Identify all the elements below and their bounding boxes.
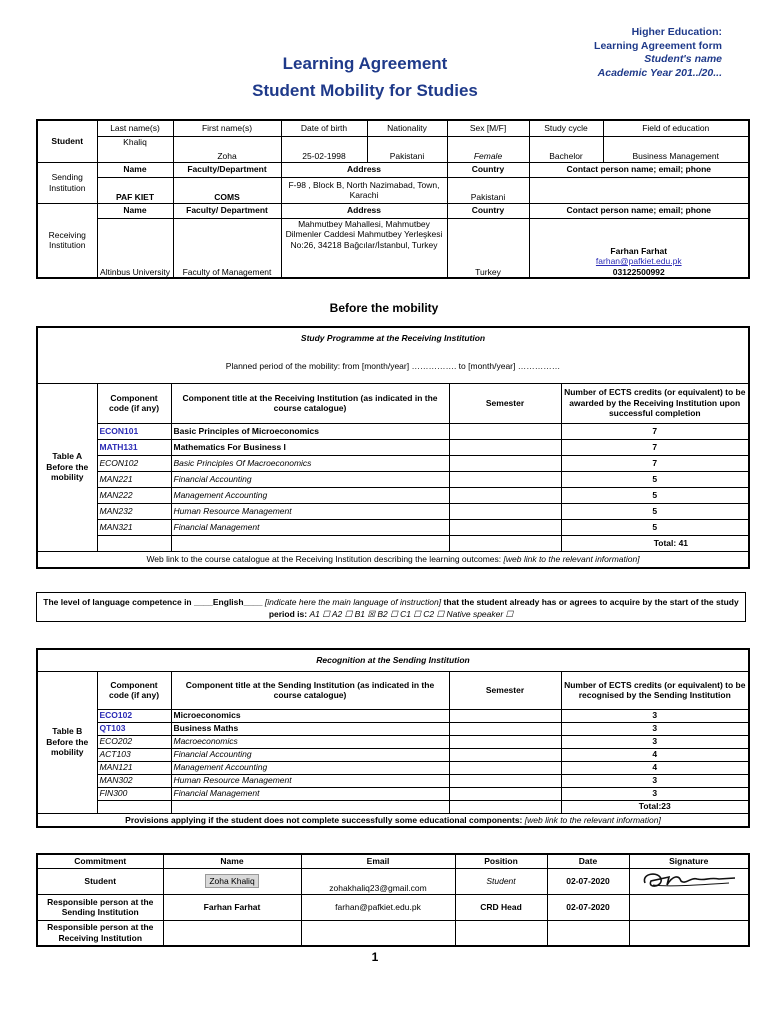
language-competence-box (36, 592, 746, 622)
course-semester (449, 487, 561, 503)
table-a-total: Total: 41 (561, 535, 749, 551)
course-ects: 7 (561, 455, 749, 471)
course-ects: 3 (561, 735, 749, 748)
receiving-col-name: Name (97, 203, 173, 218)
receiving-faculty: Faculty of Management (173, 218, 281, 278)
course-title: Management Accounting (171, 761, 449, 774)
table-row (37, 920, 749, 946)
course-code: ECON102 (97, 455, 171, 471)
table-row (37, 787, 749, 800)
table-b-total: Total:23 (561, 800, 749, 813)
sending-faculty: COMS (173, 177, 281, 203)
col-nationality: Nationality (367, 120, 447, 136)
course-code: MATH131 (97, 439, 171, 455)
course-title: Human Resource Management (171, 774, 449, 787)
course-ects: 3 (561, 787, 749, 800)
document-header (594, 26, 722, 80)
col-dob: Date of birth (281, 120, 367, 136)
receiving-contact (529, 218, 749, 278)
course-semester (449, 774, 561, 787)
table-a-col-code: Component code (if any) (97, 383, 171, 423)
table-b-provisions-label: Provisions applying if the student does not complete successfully some educational components: (125, 814, 523, 825)
table-row (37, 868, 749, 894)
commitment-date: 02-07-2020 (547, 868, 629, 894)
course-title: Financial Management (171, 787, 449, 800)
table-b-provisions (37, 813, 749, 827)
table-a-weblink (37, 551, 749, 568)
commitment-role: Responsible person at the Sending Institution (37, 894, 163, 920)
table-a (36, 326, 750, 569)
course-title: Human Resource Management (171, 503, 449, 519)
sending-col-name: Name (97, 162, 173, 177)
sending-country: Pakistani (447, 177, 529, 203)
commitment-email (301, 920, 455, 946)
course-semester (449, 471, 561, 487)
course-code: MAN222 (97, 487, 171, 503)
course-title: Microeconomics (171, 709, 449, 722)
commitment-position (455, 920, 547, 946)
commitment-table (36, 853, 750, 947)
receiving-contact-phone: 03122500992 (612, 266, 665, 277)
course-semester (449, 455, 561, 471)
commitment-email: farhan@pafkiet.edu.pk (301, 894, 455, 920)
course-ects: 7 (561, 439, 749, 455)
course-semester (449, 709, 561, 722)
table-row (37, 455, 749, 471)
receiving-contact-name: Farhan Farhat (610, 245, 668, 256)
commitment-date: 02-07-2020 (547, 894, 629, 920)
student-cycle: Bachelor (529, 136, 603, 162)
table-b-caption: Recognition at the Sending Institution (37, 649, 749, 671)
table-a-col-semester: Semester (449, 383, 561, 423)
table-a-col-title: Component title at the Receiving Institution (as indicated in the course catalogue) (171, 383, 449, 423)
receiving-col-address: Address (281, 203, 447, 218)
commitment-col-name: Name (163, 854, 301, 868)
student-label: Student (37, 120, 97, 162)
course-ects: 3 (561, 774, 749, 787)
course-ects: 3 (561, 709, 749, 722)
receiving-col-contact: Contact person name; email; phone (529, 203, 749, 218)
table-b-col-ects: Number of ECTS credits (or equivalent) to be recognised by the Sending Institution (561, 671, 749, 709)
commitment-col-commitment: Commitment (37, 854, 163, 868)
table-row (37, 439, 749, 455)
table-b-col-semester: Semester (449, 671, 561, 709)
col-first-name: First name(s) (173, 120, 281, 136)
sending-label: Sending Institution (37, 162, 97, 203)
course-ects: 5 (561, 471, 749, 487)
sending-name: PAF KIET (97, 177, 173, 203)
course-title: Mathematics For Business I (171, 439, 449, 455)
receiving-label: Receiving Institution (37, 203, 97, 278)
section-heading-before-mobility: Before the mobility (329, 301, 439, 315)
col-study-cycle: Study cycle (529, 120, 603, 136)
signature-cell (629, 868, 749, 894)
table-row (37, 761, 749, 774)
course-code: QT103 (97, 722, 171, 735)
course-ects: 5 (561, 487, 749, 503)
course-code: FIN300 (97, 787, 171, 800)
student-last-name: Khaliq (97, 136, 173, 162)
course-code: MAN302 (97, 774, 171, 787)
course-semester (449, 787, 561, 800)
commitment-name: Zoha Khaliq (205, 874, 258, 888)
table-a-col-ects: Number of ECTS credits (or equivalent) to be awarded by the Receiving Institution upon successful completion (561, 383, 749, 423)
course-semester (449, 722, 561, 735)
table-row (37, 519, 749, 535)
commitment-name: Farhan Farhat (163, 894, 301, 920)
table-a-weblink-hint: [web link to the relevant information] (503, 554, 640, 564)
table-a-empty-code (97, 535, 171, 551)
course-code: ECO102 (97, 709, 171, 722)
table-b-col-code: Component code (if any) (97, 671, 171, 709)
commitment-col-date: Date (547, 854, 629, 868)
language-value: in ____English____ (181, 597, 265, 607)
course-code: MAN232 (97, 503, 171, 519)
course-semester (449, 748, 561, 761)
table-b-empty-semester (449, 800, 561, 813)
table-b (36, 648, 750, 828)
table-a-empty-title (171, 535, 449, 551)
course-title: Management Accounting (171, 487, 449, 503)
student-first-name: Zoha (173, 136, 281, 162)
table-row (37, 722, 749, 735)
commitment-name (163, 920, 301, 946)
course-ects: 5 (561, 519, 749, 535)
commitment-col-signature: Signature (629, 854, 749, 868)
header-line-2: Learning Agreement form (594, 39, 722, 52)
participants-table (36, 119, 750, 279)
course-code: ACT103 (97, 748, 171, 761)
commitment-role: Responsible person at the Receiving Institution (37, 920, 163, 946)
course-ects: 7 (561, 423, 749, 439)
table-row (37, 487, 749, 503)
table-row (37, 894, 749, 920)
page-subtitle: Student Mobility for Studies (252, 81, 478, 100)
receiving-name: Altinbus University (97, 218, 173, 278)
course-title: Basic Principles of Microeconomics (171, 423, 449, 439)
signature-cell (629, 894, 749, 920)
course-semester (449, 735, 561, 748)
language-suffix: that the student already has or agrees to acquire by the start of the study period is: (268, 597, 739, 619)
student-nationality: Pakistani (367, 136, 447, 162)
page-number: 1 (371, 950, 379, 964)
course-semester (449, 761, 561, 774)
course-title: Financial Management (171, 519, 449, 535)
receiving-col-faculty: Faculty/ Department (173, 203, 281, 218)
commitment-name-cell (163, 868, 301, 894)
course-semester (449, 503, 561, 519)
sending-address: F-98 , Block B, North Nazimabad, Town, Karachi (281, 177, 447, 203)
commitment-role: Student (37, 868, 163, 894)
table-row (37, 709, 749, 722)
receiving-address: Mahmutbey Mahallesi, Mahmutbey Dilmenler Caddesi Mahmutbey Yerleşkesi No:26, 34218 Bağcılar/İstanbul, Turkey (281, 218, 447, 278)
table-row (37, 471, 749, 487)
commitment-position: Student (455, 868, 547, 894)
table-b-empty-code (97, 800, 171, 813)
sending-contact (529, 177, 749, 203)
student-field: Business Management (603, 136, 749, 162)
table-b-provisions-hint: [web link to the relevant information] (524, 814, 661, 825)
sending-col-address: Address (281, 162, 447, 177)
table-a-weblink-label: Web link to the course catalogue at the Receiving Institution describing the learning outcomes: (146, 554, 502, 564)
course-title: Financial Accounting (171, 748, 449, 761)
course-code: ECO202 (97, 735, 171, 748)
course-semester (449, 439, 561, 455)
header-line-3: Student's name (644, 53, 722, 65)
sending-col-country: Country (447, 162, 529, 177)
commitment-date (547, 920, 629, 946)
header-line-1: Higher Education: (631, 26, 722, 38)
col-sex: Sex [M/F] (447, 120, 529, 136)
course-ects: 5 (561, 503, 749, 519)
commitment-position: CRD Head (455, 894, 547, 920)
table-row (37, 774, 749, 787)
col-field: Field of education (603, 120, 749, 136)
course-code: MAN121 (97, 761, 171, 774)
col-last-name: Last name(s) (97, 120, 173, 136)
commitment-email: zohakhaliq23@gmail.com (301, 868, 455, 894)
student-dob: 25-02-1998 (281, 136, 367, 162)
course-semester (449, 423, 561, 439)
table-a-caption: Study Programme at the Receiving Institution (37, 327, 749, 349)
language-levels: A1 ☐ A2 ☐ B1 ☒ B2 ☐ C1 ☐ C2 ☐ Native speaker ☐ (309, 609, 514, 619)
course-title: Business Maths (171, 722, 449, 735)
commitment-col-email: Email (301, 854, 455, 868)
signature-cell (629, 920, 749, 946)
table-a-empty-semester (449, 535, 561, 551)
table-a-side-label: Table A Before the mobility (37, 383, 97, 551)
commitment-col-position: Position (455, 854, 547, 868)
course-title: Basic Principles Of Macroeconomics (171, 455, 449, 471)
language-label: The level of language competence (43, 597, 182, 607)
sending-col-contact: Contact person name; email; phone (529, 162, 749, 177)
header-line-4: Academic Year 201../20... (597, 66, 722, 79)
course-code: MAN221 (97, 471, 171, 487)
course-ects: 4 (561, 748, 749, 761)
table-row (37, 423, 749, 439)
table-b-col-title: Component title at the Sending Institution (as indicated in the course catalogue) (171, 671, 449, 709)
table-b-side-label: Table B Before the mobility (37, 671, 97, 813)
course-ects: 4 (561, 761, 749, 774)
course-title: Financial Accounting (171, 471, 449, 487)
table-b-empty-title (171, 800, 449, 813)
receiving-country: Turkey (447, 218, 529, 278)
table-a-period: Planned period of the mobility: from [month/year] ……………. to [month/year] …………… (37, 349, 749, 383)
course-semester (449, 519, 561, 535)
language-hint: [indicate here the main language of instruction] (264, 597, 442, 607)
student-sex: Female (447, 136, 529, 162)
receiving-col-country: Country (447, 203, 529, 218)
receiving-contact-email[interactable]: farhan@pafkiet.edu.pk (595, 256, 682, 266)
course-title: Macroeconomics (171, 735, 449, 748)
sending-col-faculty: Faculty/Department (173, 162, 281, 177)
course-code: ECON101 (97, 423, 171, 439)
signature-image (639, 869, 739, 891)
course-ects: 3 (561, 722, 749, 735)
table-row (37, 503, 749, 519)
course-code: MAN321 (97, 519, 171, 535)
table-row (37, 735, 749, 748)
page-title: Learning Agreement (282, 54, 448, 73)
table-row (37, 748, 749, 761)
